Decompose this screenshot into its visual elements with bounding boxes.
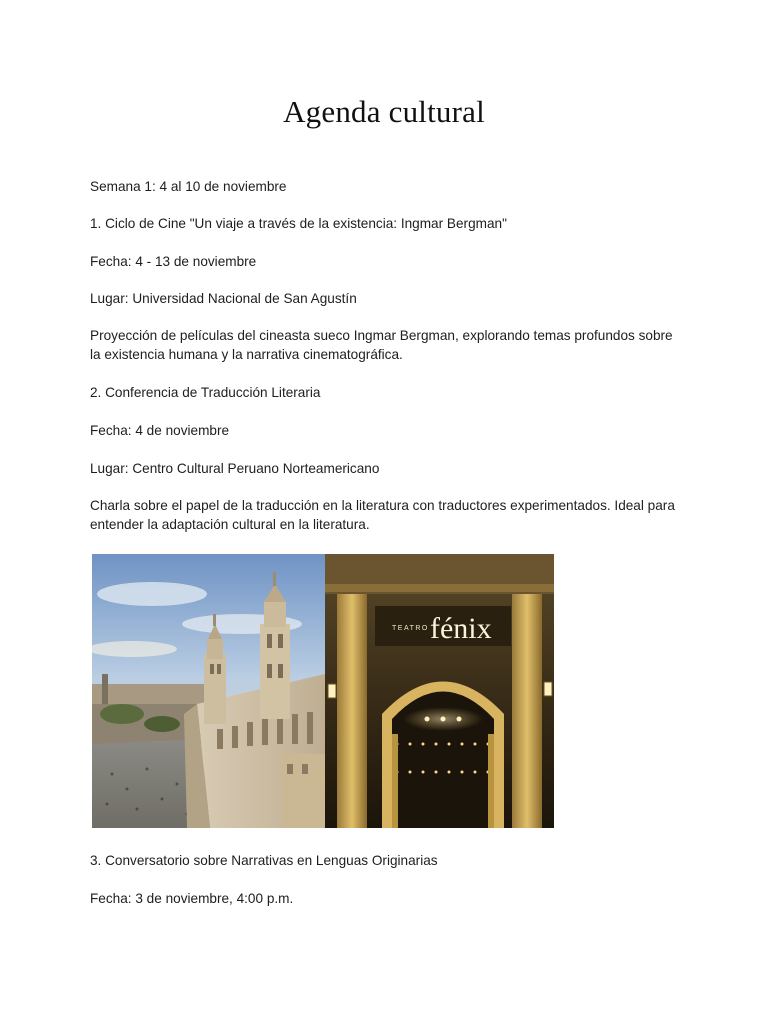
sign-large-text: fénix [430, 612, 492, 645]
week-heading: Semana 1: 4 al 10 de noviembre [90, 179, 287, 194]
photo-collage [92, 554, 554, 828]
sign-small-text: TEATRO [392, 625, 429, 632]
cathedral-photo [92, 554, 325, 828]
event-1-place: Lugar: Universidad Nacional de San Agustín [90, 291, 357, 306]
theater-photo [325, 554, 554, 828]
event-1-heading: 1. Ciclo de Cine "Un viaje a través de la existencia: Ingmar Bergman" [90, 216, 507, 231]
event-3-heading: 3. Conversatorio sobre Narrativas en Lenguas Originarias [90, 853, 438, 868]
event-2-description: Charla sobre el papel de la traducción en la literatura con traductores experimentados. Ideal para entender la adaptación cultural en la literatura. [90, 498, 675, 532]
event-1-date: Fecha: 4 - 13 de noviembre [90, 254, 257, 269]
event-2-place: Lugar: Centro Cultural Peruano Norteamericano [90, 461, 380, 476]
event-3-date: Fecha: 3 de noviembre, 4:00 p.m. [90, 891, 294, 906]
event-2-date: Fecha: 4 de noviembre [90, 423, 230, 438]
page-title: Agenda cultural [283, 94, 485, 129]
event-1-description: Proyección de películas del cineasta sueco Ingmar Bergman, explorando temas profundos sobre la existencia humana y la narrativa cinematográfica. [90, 328, 673, 362]
event-2-heading: 2. Conferencia de Traducción Literaria [90, 385, 321, 400]
